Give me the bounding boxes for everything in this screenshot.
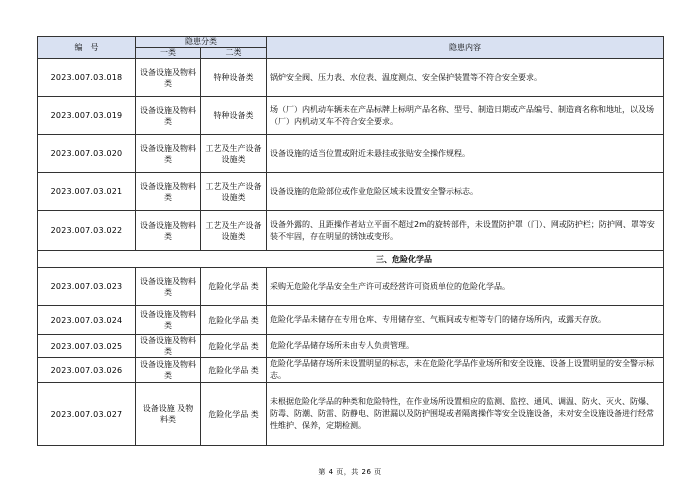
header-level1: 一类	[136, 48, 201, 59]
row-level1: 设备设施及物料类	[136, 211, 201, 251]
row-content: 设备设施的适当位置或附近未悬挂或张贴安全操作规程。	[267, 135, 664, 173]
row-content: 场（厂）内机动车辆未在产品标牌上标明产品名称、型号、制造日期或产品编号、制造商名称和地址，以及场（厂）内机动叉车不符合安全要求。	[267, 97, 664, 135]
header-content: 隐患内容	[267, 37, 664, 59]
row-level2: 危险化学品 类	[201, 268, 267, 306]
row-content: 未根据危险化学品的种类和危险特性，在作业场所设置相应的监测、监控、通风、调温、防火、灭火、防爆、防毒、防潮、防雷、防静电、防泄漏以及防护围堤或者隔离操作等安全设施设备，未对安全设施设备进行经常性维护、保养，定期检测。	[267, 383, 664, 446]
row-level1: 设备设施及物料类	[136, 173, 201, 211]
row-content: 危险化学品储存场所未设置明显的标志，未在危险化学品作业场所和安全设施、设备上设置明显的安全警示标志。	[267, 358, 664, 383]
row-content: 设备设施的危险部位或作业危险区域未设置安全警示标志。	[267, 173, 664, 211]
table-row	[38, 306, 664, 335]
row-level1: 设备设施及物料类	[136, 268, 201, 306]
row-level2: 特种设备类	[201, 97, 267, 135]
row-number: 2023.007.03.019	[38, 97, 136, 135]
page-footer: 第 4 页，共 26 页	[318, 468, 382, 476]
row-content: 设备外露的、且距操作者站立平面不超过2m的旋转部件，未设置防护罩（门）、网或防护栏；防护网、罩等安装不牢固，存在明显的锈蚀或变形。	[267, 211, 664, 251]
row-level2: 危险化学品 类	[201, 335, 267, 358]
table-row	[38, 358, 664, 383]
row-level1: 设备设施及物料类	[136, 335, 201, 358]
hazard-table	[37, 36, 664, 446]
table-row	[38, 335, 664, 358]
row-level1: 设备设施及物料类	[136, 306, 201, 335]
row-level1: 设备设施及物料类	[136, 358, 201, 383]
row-level1: 设备设施及物料类	[136, 59, 201, 97]
table-row	[38, 268, 664, 306]
table-row	[38, 97, 664, 135]
section-row	[38, 251, 664, 268]
row-level1: 设备设施及物料类	[136, 135, 201, 173]
row-number: 2023.007.03.020	[38, 135, 136, 173]
row-level1: 设备设施 及物料类	[136, 383, 201, 446]
table-row	[38, 59, 664, 97]
row-number: 2023.007.03.023	[38, 268, 136, 306]
row-level2: 工艺及生产设备设施类	[201, 211, 267, 251]
row-content: 锅炉安全阀、压力表、水位表、温度测点、安全保护装置等不符合安全要求。	[267, 59, 664, 97]
row-number: 2023.007.03.021	[38, 173, 136, 211]
row-content: 危险化学品未储存在专用仓库、专用储存室、气瓶间或专柜等专门的储存场所内，或露天存放。	[267, 306, 664, 335]
header-number: 编 号	[38, 37, 136, 59]
row-level2: 特种设备类	[201, 59, 267, 97]
row-level1: 设备设施及物料类	[136, 97, 201, 135]
row-level2: 工艺及生产设备设施类	[201, 135, 267, 173]
row-level2: 危险化学品 类	[201, 358, 267, 383]
row-number: 2023.007.03.024	[38, 306, 136, 335]
row-number: 2023.007.03.022	[38, 211, 136, 251]
row-number: 2023.007.03.018	[38, 59, 136, 97]
row-number: 2023.007.03.027	[38, 383, 136, 446]
table-row	[38, 211, 664, 251]
row-content: 采购无危险化学品安全生产许可或经营许可资质单位的危险化学品。	[267, 268, 664, 306]
row-number: 2023.007.03.026	[38, 358, 136, 383]
row-level2: 危险化学品 类	[201, 383, 267, 446]
table-row	[38, 173, 664, 211]
header-category: 隐患分类	[136, 37, 267, 48]
section-title: 三、危险化学品	[38, 251, 664, 268]
row-content: 危险化学品储存场所未由专人负责管理。	[267, 335, 664, 358]
table-row	[38, 135, 664, 173]
row-number: 2023.007.03.025	[38, 335, 136, 358]
row-level2: 工艺及生产设备设施类	[201, 173, 267, 211]
header-level2: 二类	[201, 48, 267, 59]
row-level2: 危险化学品 类	[201, 306, 267, 335]
table-row	[38, 383, 664, 446]
